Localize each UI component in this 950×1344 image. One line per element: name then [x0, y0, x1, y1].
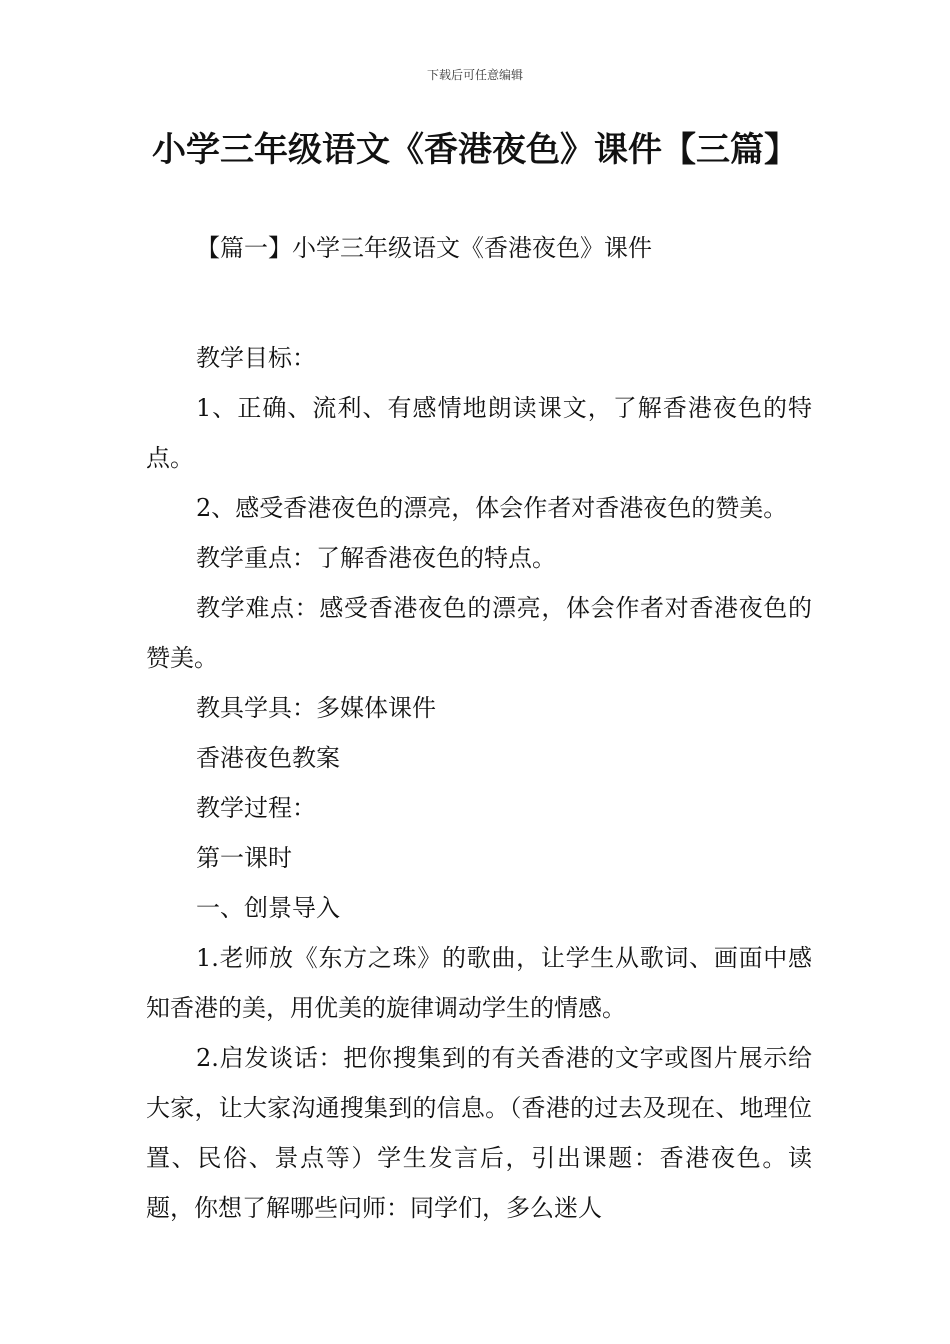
- paragraph-teaching-aids: 教具学具：多媒体课件: [196, 694, 436, 722]
- paragraph-difficulty: 教学难点：感受香港夜色的漂亮，体会作者对香港夜色的赞美。: [146, 594, 812, 672]
- paragraph-lesson-plan: 香港夜色教案: [196, 744, 340, 772]
- document-body: [146, 333, 812, 1233]
- paragraph-step-1: 1.老师放《东方之珠》的歌曲，让学生从歌词、画面中感知香港的美，用优美的旋律调动学生的情感。: [146, 944, 812, 1022]
- paragraph-objective-1: 1、正确、流利、有感情地朗读课文，了解香港夜色的特点。: [146, 394, 812, 472]
- paragraph-objectives-heading: 教学目标：: [196, 344, 316, 372]
- paragraph-process-heading: 教学过程：: [196, 794, 316, 822]
- paragraph-intro-heading: 一、创景导入: [196, 894, 340, 922]
- header-note: 下载后可任意编辑: [426, 68, 523, 82]
- section-subtitle: 【篇一】小学三年级语文《香港夜色》课件: [196, 234, 652, 262]
- paragraph-objective-2: 2、感受香港夜色的漂亮，体会作者对香港夜色的赞美。: [196, 494, 788, 522]
- document-title: 小学三年级语文《香港夜色》课件【三篇】: [152, 130, 798, 170]
- paragraph-first-lesson: 第一课时: [196, 844, 292, 872]
- paragraph-key-point: 教学重点：了解香港夜色的特点。: [196, 544, 556, 572]
- paragraph-step-2: 2.启发谈话：把你搜集到的有关香港的文字或图片展示给大家，让大家沟通搜集到的信息。（香港的过去及现在、地理位置、民俗、景点等）学生发言后，引出课题：香港夜色。读题，你想了解哪些问师：同学们，多么迷人: [146, 1044, 812, 1222]
